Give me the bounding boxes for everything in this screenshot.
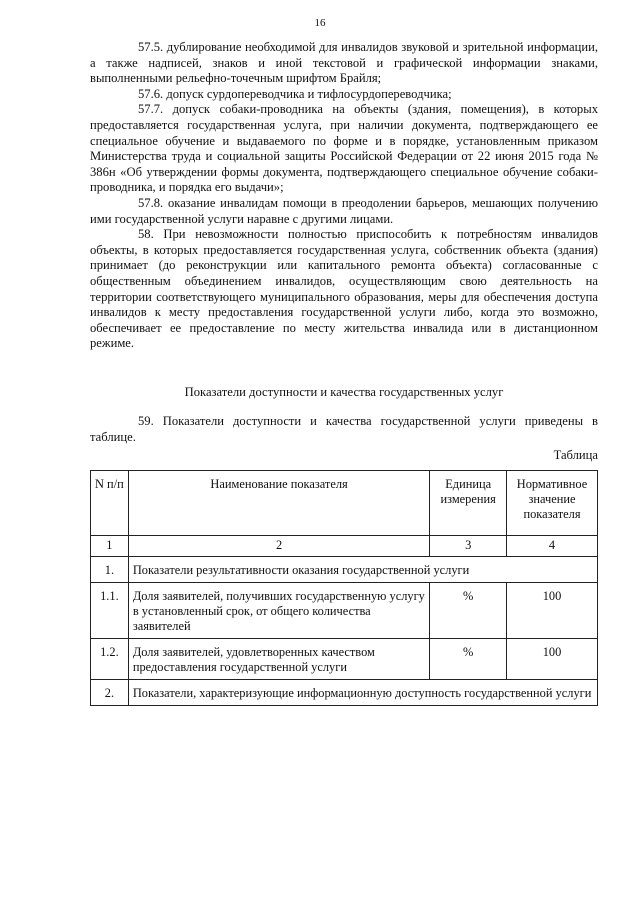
row-num: 1. <box>91 557 129 583</box>
row-num: 1.1. <box>91 583 129 639</box>
paragraph-57-7: 57.7. допуск собаки-проводника на объекты (здания, помещения), в которых предоставляется государственная услуга, при наличии документа, подтверждающего ее специальное обучение и выдаваемого по форме и в порядке, установленным приказом Министерства труда и социальной защиты Российской Федерации от 22 июня 2015 года № 386н «Об утверждении формы документа, подтверждающего специальное обучение собаки-проводника, и порядка его выдачи»; <box>90 102 598 195</box>
table-row <box>91 583 598 639</box>
table-row <box>91 639 598 680</box>
row-norm: 100 <box>507 583 598 639</box>
paragraph-59: 59. Показатели доступности и качества государственной услуги приведены в таблице. <box>90 414 598 444</box>
header-norm: Нормативное значение показателя <box>507 471 598 536</box>
row-unit: % <box>430 583 507 639</box>
row-group-title: Показатели, характеризующие информационную доступность государственной услуги <box>128 680 597 706</box>
row-norm: 100 <box>507 639 598 680</box>
body-text <box>90 40 598 352</box>
column-number: 1 <box>91 536 129 557</box>
header-name: Наименование показателя <box>128 471 430 536</box>
paragraph-57-5: 57.5. дублирование необходимой для инвалидов звуковой и зрительной информации, а также надписей, знаков и иной текстовой и графической информации знаками, выполненными рельефно-точечным шрифтом Брайля; <box>90 40 598 86</box>
indicators-table <box>90 470 598 706</box>
header-unit: Единица измерения <box>430 471 507 536</box>
column-number: 4 <box>507 536 598 557</box>
table-row <box>91 557 598 583</box>
row-num: 1.2. <box>91 639 129 680</box>
table-row <box>91 680 598 706</box>
paragraph-57-6: 57.6. допуск сурдопереводчика и тифлосурдопереводчика; <box>138 86 452 101</box>
paragraph-57-8: 57.8. оказание инвалидам помощи в преодолении барьеров, мешающих получению ими государственной услуги наравне с другими лицами. <box>90 195 598 226</box>
row-name: Доля заявителей, удовлетворенных качеством предоставления государственной услуги <box>128 639 430 680</box>
header-num: N п/п <box>91 471 129 536</box>
row-unit: % <box>430 639 507 680</box>
table-header-row <box>91 471 598 536</box>
row-name: Доля заявителей, получивших государственную услугу в установленный срок, от общего количества заявителей <box>128 583 430 639</box>
row-num: 2. <box>91 680 129 706</box>
column-number: 2 <box>128 536 430 557</box>
row-group-title: Показатели результативности оказания государственной услуги <box>128 557 597 583</box>
table-caption: Таблица <box>553 448 598 462</box>
paragraph-58: 58. При невозможности полностью приспособить к потребностям инвалидов объекты, в которых предоставляется государственная услуга, собственник объекта (здания) принимает (до реконструкции или капитального ремонта объекта) согласованные с общественным объединением инвалидов, осуществляющим свою деятельность на территории соответствующего муниципального образования, меры для обеспечения доступа инвалидов к месту предоставления государственной услуги либо, когда это возможно, обеспечивает ее предоставление по месту жительства инвалида или в дистанционном режиме. <box>90 227 598 351</box>
page-number: 16 <box>314 17 326 29</box>
section-heading: Показатели доступности и качества государственных услуг <box>184 385 504 399</box>
column-number: 3 <box>430 536 507 557</box>
table-column-numbers-row <box>91 536 598 557</box>
